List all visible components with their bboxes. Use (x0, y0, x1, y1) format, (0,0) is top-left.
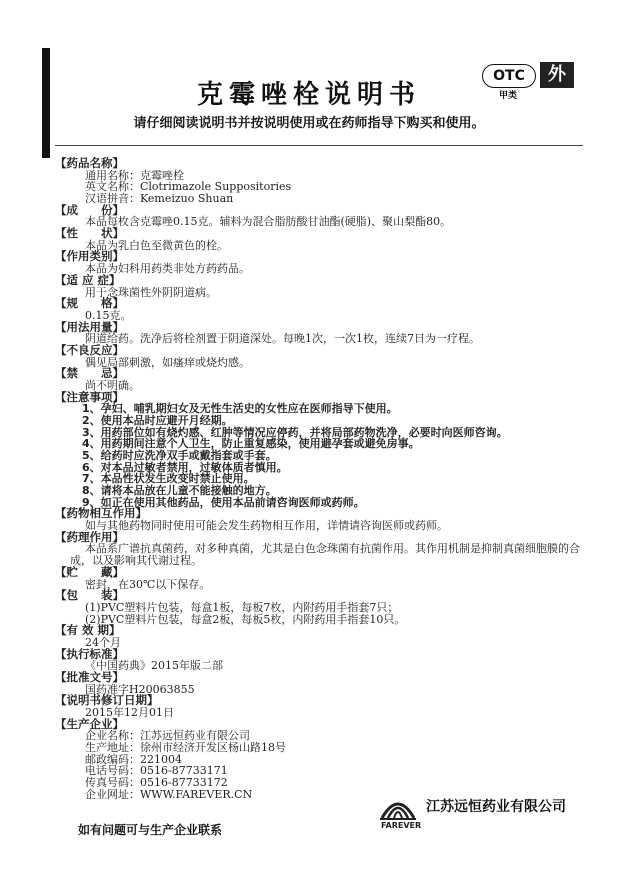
body-text: 传真号码：0516-87733172 (85, 776, 228, 789)
page-title: 克霉唑栓说明书 (196, 80, 421, 110)
section-heading: 【贮 藏】 (55, 564, 124, 579)
body-text: (1)PVC塑料片包装，每盒1板，每板7枚，内附药用手指套7只； (85, 600, 399, 614)
body-text: 本品每枚含克霉唑0.15克。辅料为混合脂肪酸甘油酯(硬脂)、聚山梨酯80。 (85, 215, 452, 229)
body-text: 偶见局部刺激，如瘙痒或烧灼感。 (85, 355, 250, 369)
body-text: 企业名称：江苏远恒药业有限公司 (85, 729, 250, 743)
external-use-tag: 外 (540, 62, 574, 88)
body-text: 生产地址：徐州市经济开发区杨山路18号 (85, 741, 286, 754)
section-heading: 【包 装】 (55, 588, 124, 603)
farever-logo-icon (378, 792, 418, 822)
body-text: 英文名称：Clotrimazole Suppositories (85, 180, 292, 194)
section-heading: 【说明书修订日期】 (55, 693, 159, 708)
company-name: 江苏远恒药业有限公司 (426, 799, 566, 815)
usage-notice: 请仔细阅读说明书并按说明使用或在药师指导下购买和使用。 (133, 116, 485, 131)
section-heading: 【批准文号】 (55, 669, 124, 684)
body-text: 企业网址：WWW.FAREVER.CN (85, 787, 253, 801)
precaution-item: 5、给药时应洗净双手或戴指套或手套。 (82, 449, 277, 462)
section-heading: 【作用类别】 (55, 249, 124, 264)
precaution-item: 9、如正在使用其他药品，使用本品前请咨询医师或药师。 (82, 495, 365, 509)
body-text: 0.15克。 (85, 308, 132, 322)
section-heading: 【不良反应】 (55, 342, 124, 357)
body-text: 用于念珠菌性外阴阴道病。 (85, 285, 217, 299)
section-heading: 【规 格】 (55, 296, 124, 311)
otc-class-label: 甲类 (498, 91, 517, 101)
precaution-item: 1、孕妇、哺乳期妇女及无性生活史的女性应在医师指导下使用。 (82, 402, 398, 416)
section-heading: 【适 应 症】 (55, 272, 121, 287)
body-text: 尚不明确。 (85, 378, 140, 392)
precaution-item: 2、使用本品时应避开月经期。 (82, 414, 233, 427)
body-text: 汉语拼音：Kemeizuo Shuan (85, 192, 234, 205)
body-text: 国药准字H20063855 (85, 682, 195, 696)
body-text: 本品为乳白色至微黄色的栓。 (85, 238, 228, 252)
precaution-item: 3、用药部位如有烧灼感、红肿等情况应停药，并将局部药物洗净，必要时向医师咨询。 (82, 425, 508, 439)
precaution-item: 8、请将本品放在儿童不能接触的地方。 (82, 484, 277, 497)
section-heading: 【执行标准】 (55, 646, 124, 661)
body-text: 通用名称：克霉唑栓 (85, 168, 184, 182)
divider (55, 145, 583, 146)
body-text: 2015年12月01日 (85, 706, 174, 719)
section-heading: 【生产企业】 (55, 716, 124, 731)
body-text: 本品系广谱抗真菌药，对多种真菌，尤其是白色念珠菌有抗菌作用。其作用机制是抑制真菌细胞膜的合 (85, 542, 580, 556)
brand-logo-text: FAREVER (381, 821, 422, 830)
section-heading: 【用法用量】 (55, 319, 124, 334)
section-heading: 【禁 忌】 (55, 366, 124, 381)
body-text: 成，以及影响其代谢过程。 (70, 554, 202, 568)
footer-note: 如有问题可与生产企业联系 (78, 823, 223, 837)
otc-badge: OTC (482, 64, 536, 88)
section-heading: 【药品名称】 (55, 156, 124, 170)
body-text: 《中国药典》2015年版二部 (85, 659, 223, 673)
precaution-item: 4、用药期间注意个人卫生，防止重复感染，使用避孕套或避免房事。 (82, 437, 420, 451)
body-text: 电话号码：0516-87733171 (85, 764, 228, 778)
section-heading: 【注意事项】 (55, 389, 124, 404)
body-text: 24个月 (85, 635, 121, 649)
section-heading: 【成 份】 (55, 202, 124, 217)
section-heading: 【有 效 期】 (55, 623, 121, 638)
section-heading: 【药理作用】 (55, 529, 124, 544)
section-heading: 【药物相互作用】 (55, 506, 147, 521)
section-heading: 【性 状】 (55, 226, 124, 241)
body-text: 如与其他药物同时使用可能会发生药物相互作用，详情请咨询医师或药师。 (85, 519, 448, 533)
body-text: 本品为妇科用药类非处方药药品。 (85, 262, 250, 276)
body-text: (2)PVC塑料片包装，每盒2板，每板5枚，内附药用手指套10只。 (85, 612, 406, 626)
body-text: 密封，在30℃以下保存。 (85, 577, 211, 591)
precaution-item: 7、本品性状发生改变时禁止使用。 (82, 472, 255, 486)
precaution-item: 6、对本品过敏者禁用，过敏体质者慎用。 (82, 460, 288, 474)
body-text: 阴道给药。洗净后将栓剂置于阴道深处。每晚1次，一次1枚，连续7日为一疗程。 (85, 332, 480, 346)
body-text: 邮政编码：221004 (85, 752, 182, 766)
